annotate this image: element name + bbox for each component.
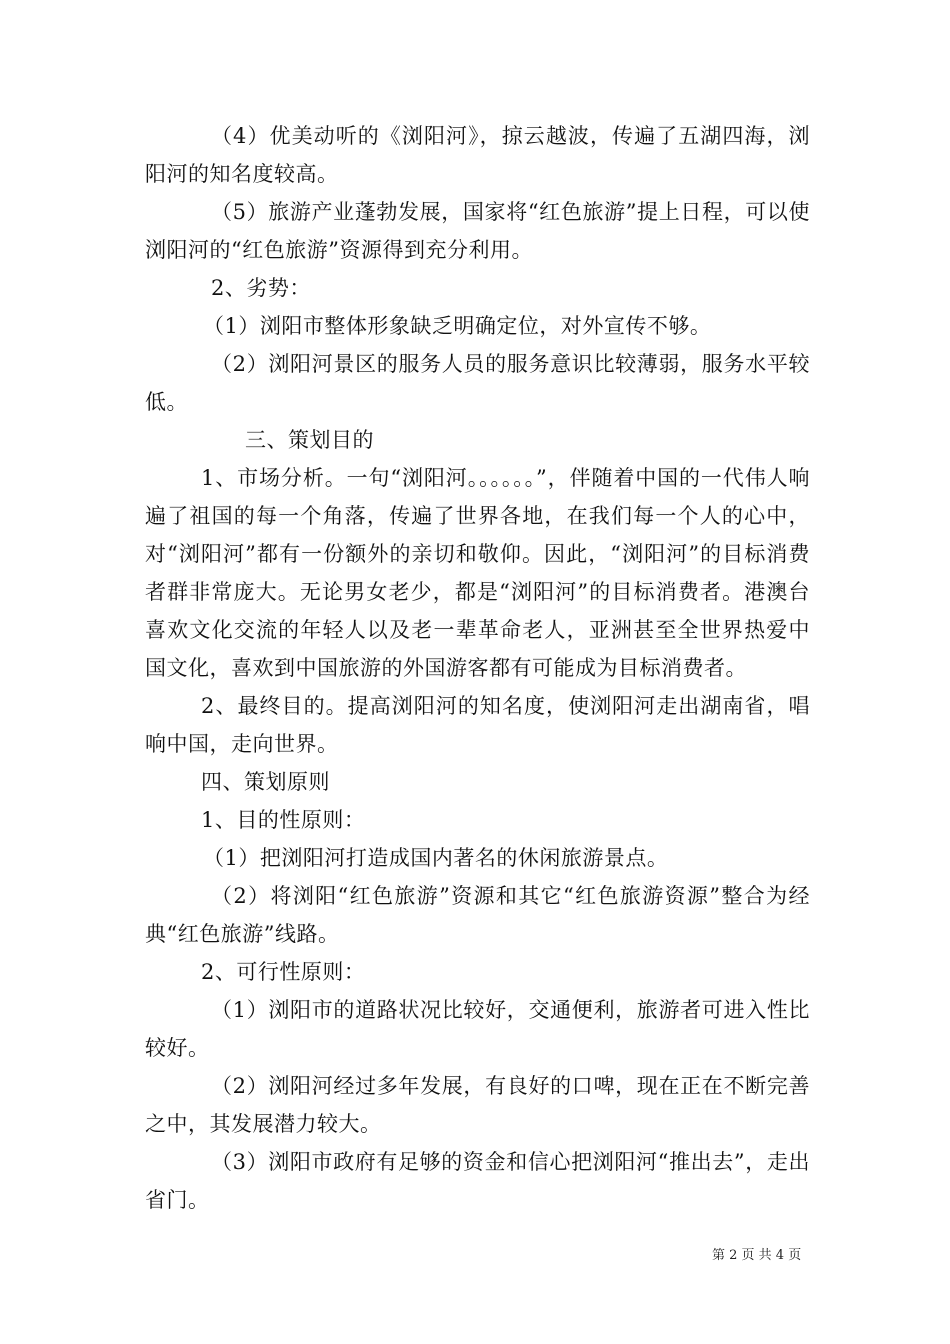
paragraph-strength-4: （4）优美动听的《浏阳河》，掠云越波，传遍了五湖四海，浏阳河的知名度较高。 <box>145 124 810 186</box>
paragraph-feasibility-3: （3）浏阳市政府有足够的资金和信心把浏阳河“推出去”，走出省门。 <box>145 1150 810 1212</box>
section-heading-planning-principles: 四、策划原则 <box>201 770 330 794</box>
heading-weakness: 2、劣势： <box>211 276 311 300</box>
paragraph-weakness-2: （2）浏阳河景区的服务人员的服务意识比较薄弱，服务水平较低。 <box>145 352 810 414</box>
paragraph-feasibility-2: （2）浏阳河经过多年发展，有良好的口啤，现在正在不断完善之中，其发展潜力较大。 <box>145 1074 810 1136</box>
heading-purpose-principle: 1、目的性原则： <box>201 808 366 832</box>
paragraph-purpose-1: （1）把浏阳河打造成国内著名的休闲旅游景点。 <box>203 846 669 870</box>
page-number-footer: 第 2 页 共 4 页 <box>712 1248 802 1263</box>
paragraph-strength-5: （5）旅游产业蓬勃发展，国家将“红色旅游”提上日程，可以使浏阳河的“红色旅游”资源得到充分利用。 <box>145 200 810 262</box>
paragraph-weakness-1: （1）浏阳市整体形象缺乏明确定位，对外宣传不够。 <box>203 314 712 338</box>
heading-feasibility-principle: 2、可行性原则： <box>201 960 366 984</box>
paragraph-market-analysis: 1、市场分析。一句“浏阳河。。。。。。”，伴随着中国的一代伟人响遍了祖国的每一个角落，传遍了世界各地，在我们每一个人的心中，对“浏阳河”都有一份额外的亲切和敬仰。因此，“浏阳河”的目标消费者群非常庞大。无论男女老少，都是“浏阳河”的目标消费者。港澳台喜欢文化交流的年轻人以及老一辈革命老人，亚洲甚至全世界热爱中国文化，喜欢到中国旅游的外国游客都有可能成为目标消费者。 <box>145 466 810 680</box>
section-heading-planning-goal: 三、策划目的 <box>245 428 374 452</box>
paragraph-purpose-2: （2）将浏阳“红色旅游”资源和其它“红色旅游资源”整合为经典“红色旅游”线路。 <box>145 884 810 946</box>
document-body <box>145 117 810 1219</box>
paragraph-feasibility-1: （1）浏阳市的道路状况比较好，交通便利，旅游者可进入性比较好。 <box>145 998 810 1060</box>
paragraph-final-goal: 2、最终目的。提高浏阳河的知名度，使浏阳河走出湖南省，唱响中国，走向世界。 <box>145 694 810 756</box>
